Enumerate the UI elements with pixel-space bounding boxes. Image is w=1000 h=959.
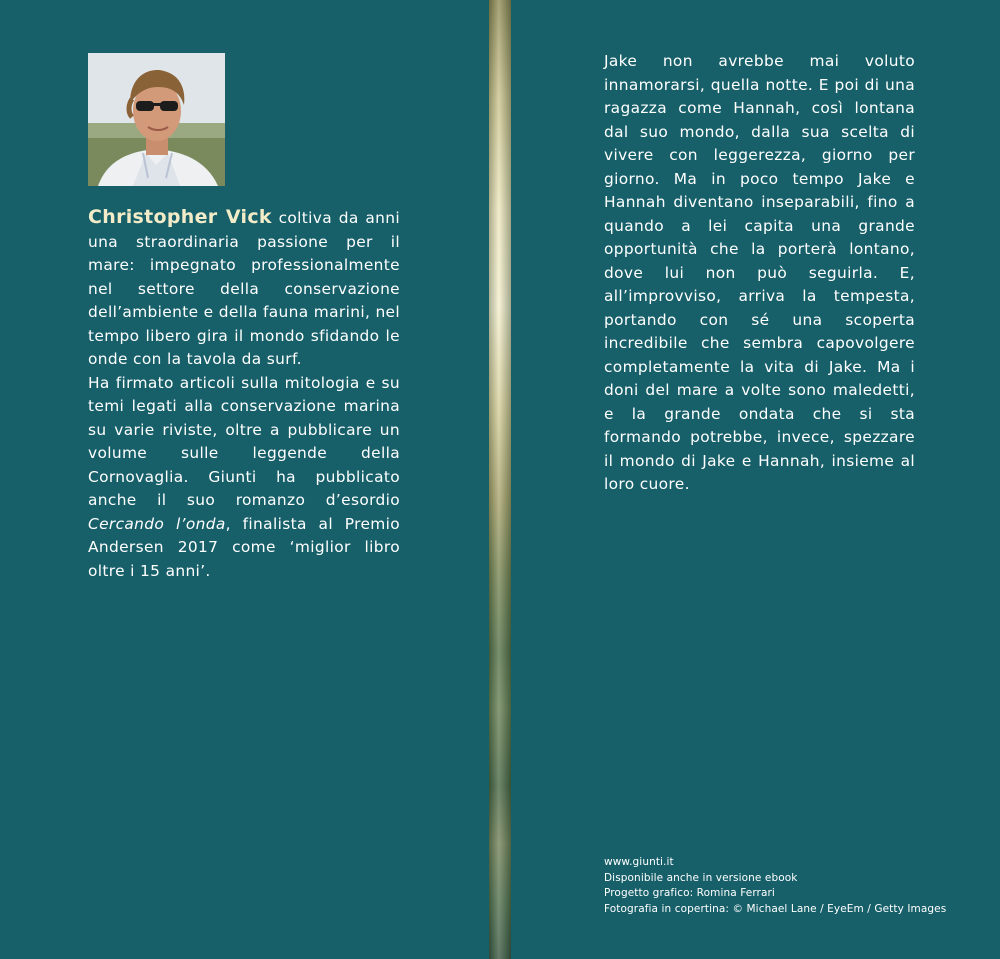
ebook-availability: Disponibile anche in versione ebook bbox=[604, 871, 798, 884]
bio-second-text: Ha firmato articoli sulla mitologia e su temi legati alla conservazione marina su varie riviste, oltre a pubblicare un volume sulle leggende della Cornovaglia. Giunti ha pubblicato anche il suo romanzo d’esordio bbox=[88, 373, 400, 509]
author-portrait-image bbox=[88, 53, 225, 186]
author-bio bbox=[88, 206, 400, 583]
back-cover bbox=[511, 0, 1000, 959]
debut-novel-title: Cercando l’onda bbox=[88, 514, 226, 533]
bio-intro-text: coltiva da anni una straordinaria passione per il mare: impegnato professionalmente nel settore della conservazione dell’ambiente e della fauna marini, nel tempo libero gira il mondo sfidando le onde con la tavola da surf. bbox=[88, 209, 400, 368]
synopsis bbox=[604, 50, 915, 497]
cover-photo-credit: Fotografia in copertina: © Michael Lane / EyeEm / Getty Images bbox=[604, 902, 947, 915]
author-name: Christopher Vick bbox=[88, 206, 272, 228]
credits bbox=[604, 855, 964, 917]
book-spine bbox=[489, 0, 511, 959]
author-photo bbox=[88, 53, 225, 186]
left-flap bbox=[0, 0, 489, 959]
graphic-design-credit: Progetto grafico: Romina Ferrari bbox=[604, 887, 775, 900]
bio-award-text: , finalista al Premio Andersen 2017 come ‘miglior libro oltre i 15 anni’. bbox=[88, 514, 400, 580]
publisher-website: www.giunti.it bbox=[604, 856, 674, 868]
bio-paragraph-1 bbox=[88, 206, 400, 372]
synopsis-text: Jake non avrebbe mai voluto innamorarsi, quella notte. E poi di una ragazza come Hannah, così lontana dal suo mondo, dalla sua scelta di vivere con leggerezza, giorno per giorno. Ma in poco tempo Jake e Hannah diventano inseparabili, fino a quando a lei capita una grande opportunità che la porterà lontano, dove lui non può seguirla. E, all’improvviso, arriva la tempesta, portando con sé una scoperta incredibile che sembra capovolgere completamente la vita di Jake. Ma i doni del mare a volte sono maledetti, e la grande ondata che si sta formando potrebbe, invece, spezzare il mondo di Jake e Hannah, insieme al loro cuore. bbox=[604, 52, 915, 493]
bio-paragraph-2 bbox=[88, 372, 400, 584]
